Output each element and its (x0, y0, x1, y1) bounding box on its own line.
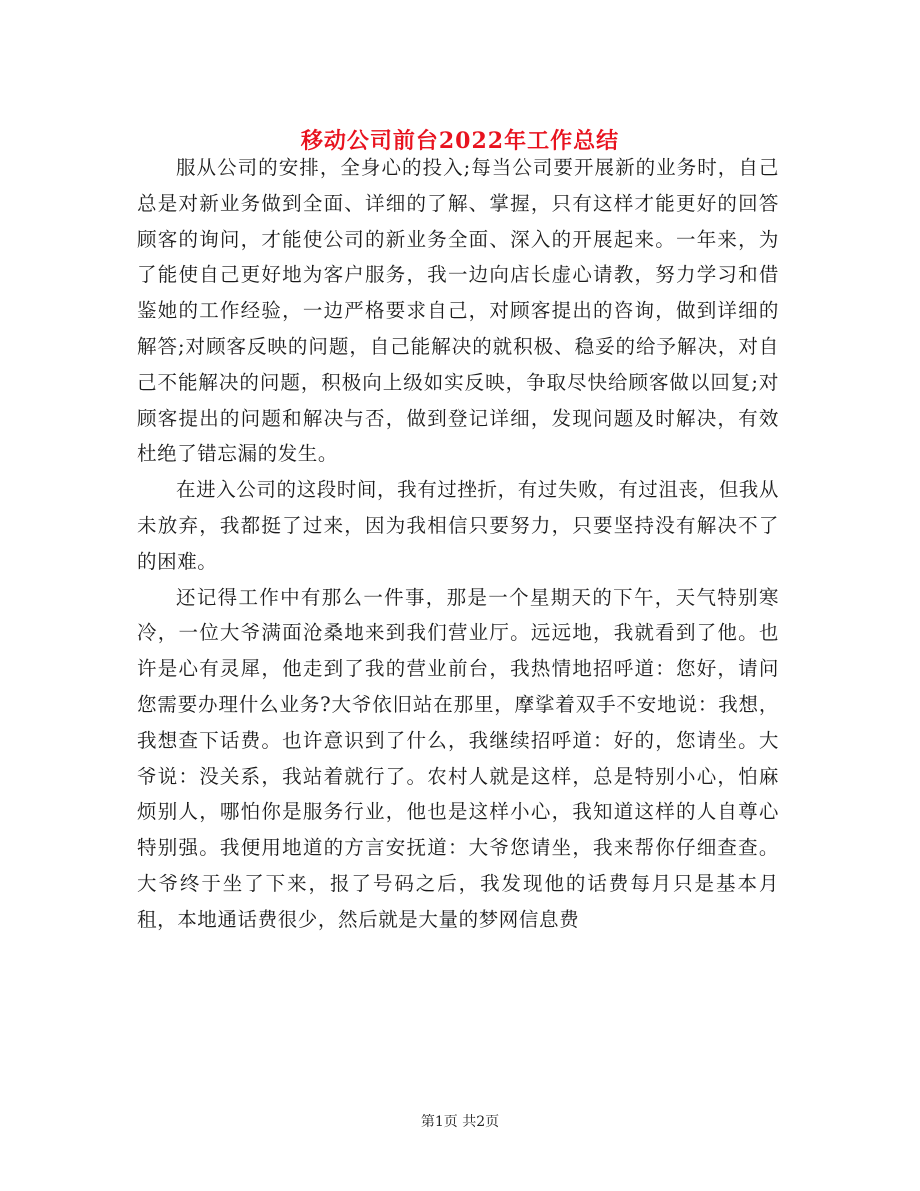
document-title: 移动公司前台2022年工作总结 (300, 127, 620, 154)
paragraph-3: 还记得工作中有那么一件事，那是一个星期天的下午，天气特别寒冷，一位大爷满面沧桑地来到我们营业厅。远远地，我就看到了他。也许是心有灵犀，他走到了我的营业前台，我热情地招呼道：您好，请问您需要办理什么业务?大爷依旧站在那里，摩挲着双手不安地说：我想，我想查下话费。也许意识到了什么，我继续招呼道：好的，您请坐。大爷说：没关系，我站着就行了。农村人就是这样，总是特别小心，怕麻烦别人，哪怕你是服务行业，他也是这样小心，我知道这样的人自尊心特别强。我便用地道的方言安抚道：大爷您请坐，我来帮你仔细查查。大爷终于坐了下来，报了号码之后，我发现他的话费每月只是基本月租，本地通话费很少，然后就是大量的梦网信息费 (137, 585, 779, 931)
paragraph-2: 在进入公司的这段时间，我有过挫折，有过失败，有过沮丧，但我从未放弃，我都挺了过来，因为我相信只要努力，只要坚持没有解决不了的困难。 (137, 478, 780, 573)
page-number-footer: 第1页 共2页 (420, 1114, 500, 1130)
paragraph-1: 服从公司的安排，全身心的投入;每当公司要开展新的业务时，自己总是对新业务做到全面、详细的了解、掌握，只有这样才能更好的回答顾客的询问，才能使公司的新业务全面、深入的开展起来。一年来，为了能使自己更好地为客户服务，我一边向店长虚心请教，努力学习和借鉴她的工作经验，一边严格要求自己，对顾客提出的咨询，做到详细的解答;对顾客反映的问题，自己能解决的就积极、稳妥的给予解决，对自己不能解决的问题，积极向上级如实反映，争取尽快给顾客做以回复;对顾客提出的问题和解决与否，做到登记详细，发现问题及时解决，有效杜绝了错忘漏的发生。 (137, 156, 779, 466)
document-body (137, 150, 779, 938)
